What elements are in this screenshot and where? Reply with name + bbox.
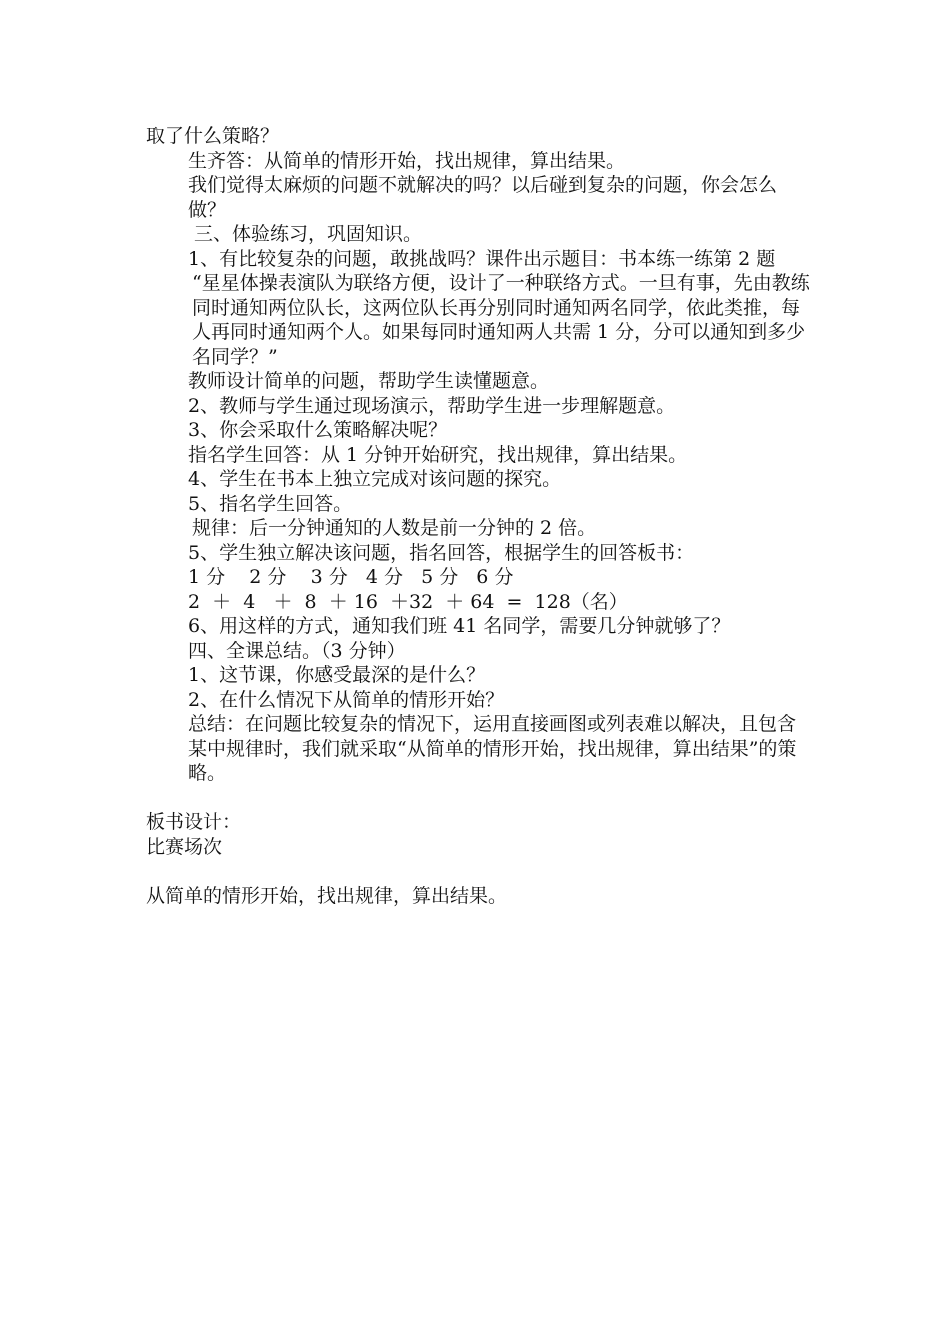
paragraph-problem-statement: “星星体操表演队为联络方便，设计了一种联络方式。一旦有事，先由教练同时通知两位队长，这两位队长再分别同时通知两名同学，依此类推，每人再同时通知两个人。如果每同时通知两人共需 1 分，分可以通知到多少名同学？” xyxy=(192,272,810,368)
paragraph-demonstration: 2、教师与学生通过现场演示，帮助学生进一步理解题意。 xyxy=(188,394,676,417)
blank-line xyxy=(146,859,814,884)
paragraph-class-notification-question: 6、用这样的方式，通知我们班 41 名同学，需要几分钟就够了？ xyxy=(188,615,731,637)
paragraph-student-answer-one-minute: 指名学生回答：从 1 分钟开始研究，找出规律，算出结果。 xyxy=(188,443,688,466)
paragraph-minutes-row: 1 分 2 分 3 分 4 分 5 分 6 分 xyxy=(188,566,514,588)
blank-line xyxy=(146,786,814,811)
paragraph-when-to-start-simple-question: 2、在什么情况下从简单的情形开始？ xyxy=(188,688,505,711)
section-heading-practice: 三、体验练习，巩固知识。 xyxy=(194,223,423,245)
paragraph-challenge-question: 1、有比较复杂的问题，敢挑战吗？课件出示题目：书本练一练第 2 题 xyxy=(188,247,776,270)
paragraph-complex-problem-question: 我们觉得太麻烦的问题不就解决的吗？以后碰到复杂的问题，你会怎么做？ xyxy=(188,174,778,221)
paragraph-strategy-choice: 3、你会采取什么策略解决呢？ xyxy=(188,419,448,441)
section-heading-summary: 四、全课总结。（3 分钟） xyxy=(188,639,406,662)
blackboard-match-count: 比赛场次 xyxy=(146,835,223,858)
document-body xyxy=(146,124,814,908)
blackboard-strategy: 从简单的情形开始，找出规律，算出结果。 xyxy=(146,884,508,907)
paragraph-independent-exploration: 4、学生在书本上独立完成对该问题的探究。 xyxy=(188,468,562,490)
paragraph-teacher-design: 教师设计简单的问题，帮助学生读懂题意。 xyxy=(188,370,550,392)
paragraph-sum-equation: 2 ＋ 4 ＋ 8 ＋ 16 ＋32 ＋ 64 = 128（名） xyxy=(188,590,628,613)
paragraph-summary: 总结：在问题比较复杂的情况下，运用直接画图或列表难以解决，且包含某中规律时，我们就采取“从简单的情形开始，找出规律，算出结果”的策略。 xyxy=(188,713,797,784)
paragraph-blackboard-note: 5、学生独立解决该问题，指名回答，根据学生的回答板书： xyxy=(188,541,695,564)
blackboard-design-heading: 板书设计： xyxy=(146,811,242,833)
paragraph-students-answer: 生齐答：从简单的情形开始，找出规律，算出结果。 xyxy=(188,149,626,172)
paragraph-student-answers: 5、指名学生回答。 xyxy=(188,492,353,515)
paragraph-deepest-feeling-question: 1、这节课，你感受最深的是什么？ xyxy=(188,664,486,686)
paragraph-strategy-question-end: 取了什么策略？ xyxy=(146,125,280,147)
paragraph-pattern-rule: 规律：后一分钟通知的人数是前一分钟的 2 倍。 xyxy=(192,517,597,539)
